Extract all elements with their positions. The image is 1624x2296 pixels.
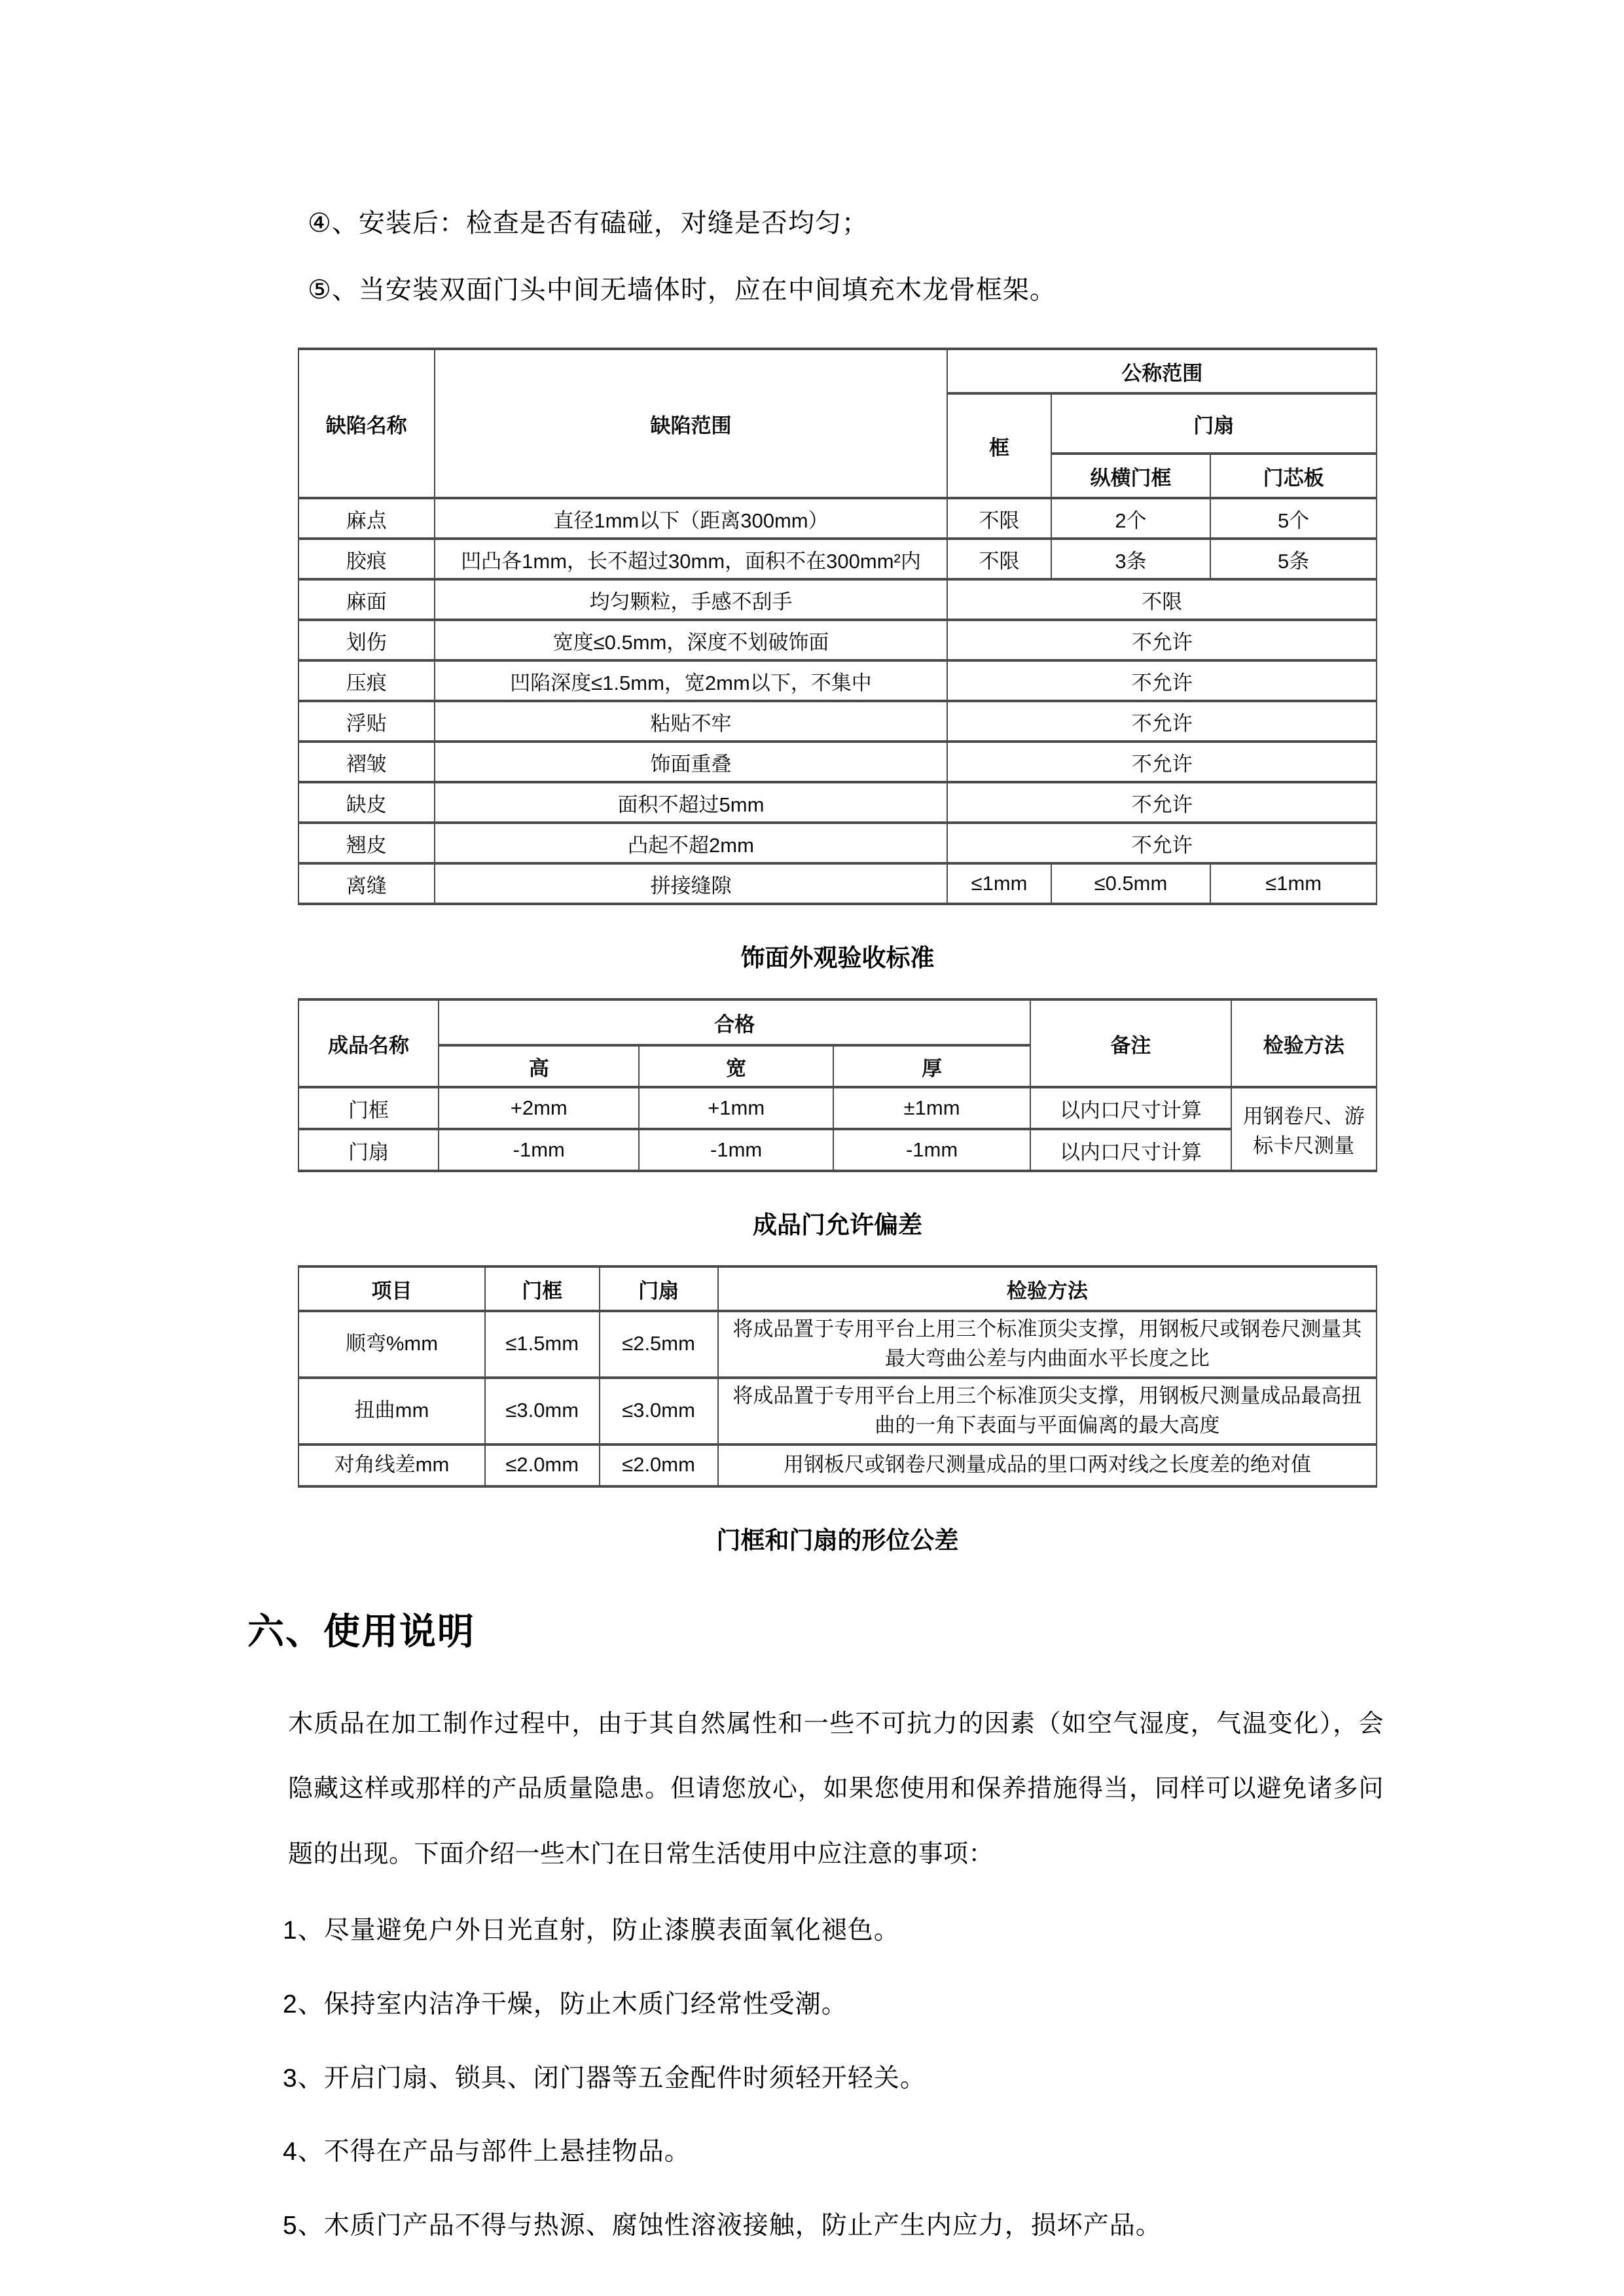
defect-table-wrapper bbox=[298, 348, 1377, 905]
table-cell: ≤1.5mm bbox=[485, 1311, 600, 1378]
table-cell: ≤1mm bbox=[1210, 863, 1377, 904]
table-cell: 以内口尺寸计算 bbox=[1030, 1129, 1231, 1171]
table-cell: 翘皮 bbox=[298, 823, 435, 863]
table-cell: 门框 bbox=[298, 1087, 439, 1129]
install-notes bbox=[308, 206, 1382, 307]
table-cell: 均匀颗粒，手感不刮手 bbox=[435, 579, 948, 620]
col-frame: 框 bbox=[947, 393, 1051, 498]
tolerance-table-caption: 门框和门扇的形位公差 bbox=[716, 1526, 959, 1554]
table-header-row bbox=[298, 349, 1377, 393]
usage-item: 2、保持室内洁净干燥，防止木质门经常性受潮。 bbox=[283, 1990, 848, 2019]
table-row bbox=[298, 701, 1377, 742]
col-door-leaf: 门扇 bbox=[1051, 393, 1377, 454]
table-cell: 3条 bbox=[1051, 539, 1211, 579]
table-cell: 宽度≤0.5mm，深度不划破饰面 bbox=[435, 620, 948, 660]
usage-item: 5、木质门产品不得与热源、腐蚀性溶液接触，防止产生内应力，损坏产品。 bbox=[283, 2212, 1162, 2240]
table-row bbox=[298, 620, 1377, 660]
col-door-frame: 门框 bbox=[485, 1266, 600, 1311]
size-table bbox=[298, 998, 1377, 1172]
table-row bbox=[298, 498, 1377, 539]
col-qualified: 合格 bbox=[439, 999, 1030, 1045]
col-defect-name: 缺陷名称 bbox=[298, 349, 435, 498]
defect-table-caption: 饰面外观验收标准 bbox=[740, 944, 935, 971]
table-row bbox=[298, 742, 1377, 782]
table-cell: 不允许 bbox=[947, 823, 1377, 863]
usage-item: 1、尽量避免户外日光直射，防止漆膜表面氧化褪色。 bbox=[283, 1916, 900, 1945]
install-note-4: ④、安装后：检查是否有磕碰，对缝是否均匀； bbox=[308, 209, 869, 238]
tolerance-table-wrapper bbox=[298, 1265, 1377, 1488]
col-thickness: 厚 bbox=[833, 1045, 1030, 1087]
table-cell: 扭曲mm bbox=[298, 1378, 485, 1444]
col-inspection-method: 检验方法 bbox=[718, 1266, 1377, 1311]
table-row bbox=[298, 782, 1377, 823]
table-header-row bbox=[298, 1266, 1377, 1311]
table-cell: 不限 bbox=[947, 498, 1051, 539]
col-item: 项目 bbox=[298, 1266, 485, 1311]
table-cell: ≤2.5mm bbox=[600, 1311, 718, 1378]
table-row bbox=[298, 579, 1377, 620]
table-cell: 用钢板尺或钢卷尺测量成品的里口两对线之长度差的绝对值 bbox=[718, 1444, 1377, 1486]
table-cell: 不允许 bbox=[947, 742, 1377, 782]
table-cell: 5个 bbox=[1210, 498, 1377, 539]
col-nominal-range: 公称范围 bbox=[947, 349, 1377, 393]
table-cell: 凹凸各1mm，长不超过30mm，面积不在300mm²内 bbox=[435, 539, 948, 579]
table-cell: 凹陷深度≤1.5mm，宽2mm以下，不集中 bbox=[435, 660, 948, 701]
size-table-caption: 成品门允许偏差 bbox=[753, 1211, 922, 1238]
table-cell: 不允许 bbox=[947, 620, 1377, 660]
table-cell: 麻面 bbox=[298, 579, 435, 620]
usage-paragraph: 木质品在加工制作过程中，由于其自然属性和一些不可抗力的因素（如空气湿度，气温变化），会隐藏这样或那样的产品质量隐患。但请您放心，如果您使用和保养措施得当，同样可以避免诸多问题的出现。下面介绍一些木门在日常生活使用中应注意的事项： bbox=[288, 1710, 1384, 1868]
table-cell: 胶痕 bbox=[298, 539, 435, 579]
usage-list bbox=[283, 1914, 1382, 2242]
col-defect-range: 缺陷范围 bbox=[435, 349, 948, 498]
table-cell: 压痕 bbox=[298, 660, 435, 701]
col-height: 高 bbox=[439, 1045, 639, 1087]
method-cell: 用钢卷尺、游标卡尺测量 bbox=[1231, 1087, 1377, 1171]
col-remark: 备注 bbox=[1030, 999, 1231, 1087]
table-cell: 直径1mm以下（距离300mm） bbox=[435, 498, 948, 539]
table-row bbox=[298, 1087, 1377, 1129]
table-cell: 不允许 bbox=[947, 660, 1377, 701]
table-row bbox=[298, 1129, 1377, 1171]
table-cell: 将成品置于专用平台上用三个标准顶尖支撑，用钢板尺测量成品最高扭曲的一角下表面与平面偏离的最大高度 bbox=[718, 1378, 1377, 1444]
col-core-board: 门芯板 bbox=[1210, 454, 1377, 498]
table-cell: -1mm bbox=[439, 1129, 639, 1171]
usage-item: 3、开启门扇、锁具、闭门器等五金配件时须轻开轻关。 bbox=[283, 2064, 926, 2092]
table-cell: -1mm bbox=[833, 1129, 1030, 1171]
table-cell: 拼接缝隙 bbox=[435, 863, 948, 904]
table-row bbox=[298, 823, 1377, 863]
table-header-row bbox=[298, 999, 1377, 1045]
table-cell: 顺弯%mm bbox=[298, 1311, 485, 1378]
table-cell: 不限 bbox=[947, 579, 1377, 620]
table-cell: 饰面重叠 bbox=[435, 742, 948, 782]
table-cell: +1mm bbox=[639, 1087, 833, 1129]
table-cell: ≤1mm bbox=[947, 863, 1051, 904]
table-cell: 粘贴不牢 bbox=[435, 701, 948, 742]
table-cell: 不限 bbox=[947, 539, 1051, 579]
col-vh-frame: 纵横门框 bbox=[1051, 454, 1211, 498]
table-cell: 划伤 bbox=[298, 620, 435, 660]
table-cell: -1mm bbox=[639, 1129, 833, 1171]
col-product-name: 成品名称 bbox=[298, 999, 439, 1087]
table-cell: ≤2.0mm bbox=[485, 1444, 600, 1486]
table-cell: ≤2.0mm bbox=[600, 1444, 718, 1486]
defect-table bbox=[298, 348, 1377, 905]
table-cell: ≤3.0mm bbox=[485, 1378, 600, 1444]
install-note-5: ⑤、当安装双面门头中间无墙体时，应在中间填充木龙骨框架。 bbox=[308, 276, 1056, 304]
col-width: 宽 bbox=[639, 1045, 833, 1087]
table-cell: 面积不超过5mm bbox=[435, 782, 948, 823]
table-cell: 对角线差mm bbox=[298, 1444, 485, 1486]
table-row bbox=[298, 1378, 1377, 1444]
table-cell: 麻点 bbox=[298, 498, 435, 539]
table-cell: 凸起不超2mm bbox=[435, 823, 948, 863]
table-cell: 浮贴 bbox=[298, 701, 435, 742]
table-cell: 离缝 bbox=[298, 863, 435, 904]
table-cell: 将成品置于专用平台上用三个标准顶尖支撑，用钢板尺或钢卷尺测量其最大弯曲公差与内曲面水平长度之比 bbox=[718, 1311, 1377, 1378]
table-row bbox=[298, 660, 1377, 701]
table-cell: ±1mm bbox=[833, 1087, 1030, 1129]
table-cell: ≤3.0mm bbox=[600, 1378, 718, 1444]
col-door-leaf: 门扇 bbox=[600, 1266, 718, 1311]
table-row bbox=[298, 539, 1377, 579]
table-cell: 不允许 bbox=[947, 701, 1377, 742]
table-cell: 以内口尺寸计算 bbox=[1030, 1087, 1231, 1129]
table-cell: +2mm bbox=[439, 1087, 639, 1129]
usage-item: 4、不得在产品与部件上悬挂物品。 bbox=[283, 2138, 691, 2166]
tolerance-table bbox=[298, 1265, 1377, 1488]
table-row bbox=[298, 863, 1377, 904]
table-cell: 不允许 bbox=[947, 782, 1377, 823]
table-cell: 5条 bbox=[1210, 539, 1377, 579]
table-cell: 2个 bbox=[1051, 498, 1211, 539]
table-cell: ≤0.5mm bbox=[1051, 863, 1211, 904]
table-cell: 门扇 bbox=[298, 1129, 439, 1171]
section-heading-usage: 六、使用说明 bbox=[247, 1610, 475, 1652]
table-row bbox=[298, 1311, 1377, 1378]
table-cell: 缺皮 bbox=[298, 782, 435, 823]
col-method: 检验方法 bbox=[1231, 999, 1377, 1087]
size-table-wrapper bbox=[298, 998, 1377, 1172]
table-cell: 褶皱 bbox=[298, 742, 435, 782]
table-row bbox=[298, 1444, 1377, 1486]
